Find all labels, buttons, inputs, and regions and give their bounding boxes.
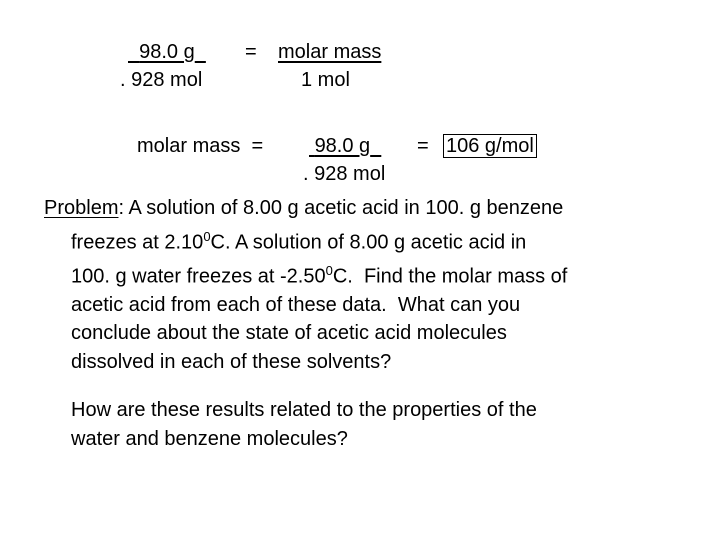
eq2-result-box: 106 g/mol	[446, 135, 534, 157]
problem-paragraph	[44, 194, 684, 376]
eq2-lhs: molar mass =	[137, 135, 264, 157]
eq1-equals-sign: =	[245, 41, 257, 63]
question-line-1: How are these results related to the properties of the	[71, 399, 537, 421]
eq1-denominator: . 928 mol	[120, 69, 203, 91]
followup-question	[71, 396, 691, 454]
eq1-rhs-denominator: 1 mol	[301, 69, 350, 91]
eq2-equals-sign: =	[417, 135, 429, 157]
problem-line-3: 100. g water freezes at -2.50$^0$C. Find the molar mass of	[71, 262, 568, 288]
problem-label: Problem	[44, 197, 119, 219]
eq2-denominator: . 928 mol	[303, 163, 386, 185]
problem-line-4: acetic acid from each of these data. What can you	[71, 293, 521, 316]
problem-line-1: Problem: A solution of 8.00 g acetic acid in 100. g benzene	[44, 197, 564, 219]
problem-line-5: conclude about the state of acetic acid molecules	[71, 322, 507, 345]
question-line-2: water and benzene molecules?	[71, 428, 348, 450]
problem-line-2: freezes at 2.10$^0$C. A solution of 8.00 g acetic acid in	[71, 228, 527, 254]
problem-line-6: dissolved in each of these solvents?	[71, 350, 392, 373]
eq2-numerator: 98.0 g	[314, 135, 371, 157]
eq1-numerator: 98.0 g	[139, 41, 195, 63]
eq2-result	[444, 134, 536, 158]
eq1-rhs-numerator: molar mass	[278, 41, 382, 63]
